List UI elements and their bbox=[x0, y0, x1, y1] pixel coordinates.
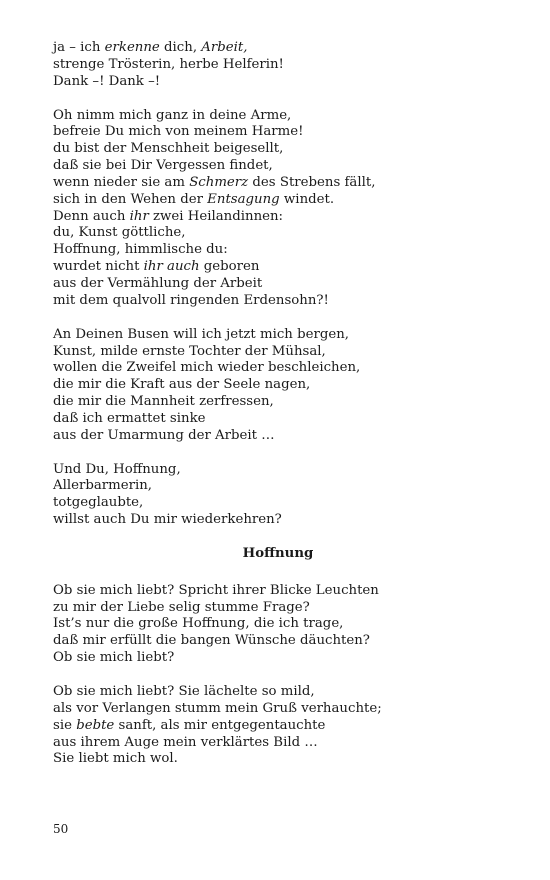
poem-continuation bbox=[53, 40, 503, 529]
verse-line bbox=[53, 633, 503, 650]
text-segment: dich, bbox=[159, 40, 202, 55]
verse-line bbox=[53, 40, 503, 57]
emphasized-text: ihr bbox=[129, 208, 149, 224]
emphasized-text: erkenne bbox=[104, 40, 160, 55]
verse-line bbox=[53, 293, 503, 310]
page-number: 50 bbox=[53, 822, 69, 836]
emphasized-text: Schmerz bbox=[189, 174, 249, 190]
text-segment: wollen die Zweifel mich wieder beschleichen, bbox=[53, 360, 361, 376]
verse-line bbox=[53, 124, 503, 141]
text-segment: Sie liebt mich wol. bbox=[53, 751, 178, 767]
verse-line bbox=[53, 512, 503, 529]
text-segment: Ob sie mich liebt? Spricht ihrer Blicke Leuchten bbox=[53, 582, 379, 598]
poem-hoffnung bbox=[53, 583, 503, 768]
verse-line bbox=[53, 735, 503, 752]
text-segment: ja – ich bbox=[53, 40, 105, 55]
verse-line bbox=[53, 141, 503, 158]
stanza bbox=[53, 40, 503, 91]
emphasized-text: bebte bbox=[76, 717, 115, 733]
verse-line bbox=[53, 751, 503, 768]
verse-line bbox=[53, 276, 503, 293]
text-segment: du, Kunst göttliche, bbox=[53, 225, 186, 241]
verse-line bbox=[53, 718, 503, 735]
text-segment: Dank –! Dank –! bbox=[53, 73, 161, 89]
text-segment: wenn nieder sie am bbox=[53, 174, 190, 190]
verse-line bbox=[53, 616, 503, 633]
text-segment: totgeglaubte, bbox=[53, 495, 144, 511]
text-segment: Und Du, Hoffnung, bbox=[53, 461, 181, 477]
text-segment: daß mir erfüllt die bangen Wünsche däuchten? bbox=[53, 633, 370, 649]
text-segment: die mir die Mannheit zerfressen, bbox=[53, 394, 274, 410]
verse-line bbox=[53, 225, 503, 242]
verse-line bbox=[53, 583, 503, 600]
text-segment: windet. bbox=[279, 191, 335, 207]
verse-line bbox=[53, 394, 503, 411]
text-segment: des Strebens fällt, bbox=[248, 174, 376, 190]
text-segment: wurdet nicht bbox=[53, 259, 144, 275]
text-segment: aus ihrem Auge mein verklärtes Bild … bbox=[53, 734, 318, 750]
emphasized-text: ihr auch bbox=[143, 259, 200, 275]
verse-line bbox=[53, 175, 503, 192]
verse-line bbox=[53, 192, 503, 209]
verse-line bbox=[53, 428, 503, 445]
stanza bbox=[53, 327, 503, 445]
text-segment: Kunst, milde ernste Tochter der Mühsal, bbox=[53, 343, 326, 359]
verse-line bbox=[53, 242, 503, 259]
verse-line bbox=[53, 74, 503, 91]
text-segment: Hoffnung, himmlische du: bbox=[53, 242, 228, 258]
verse-line bbox=[53, 259, 503, 276]
verse-line bbox=[53, 701, 503, 718]
text-segment: als vor Verlangen stumm mein Gruß verhauchte; bbox=[53, 700, 382, 716]
verse-line bbox=[53, 360, 503, 377]
verse-line bbox=[53, 344, 503, 361]
text-segment: sie bbox=[53, 717, 77, 733]
text-segment: sich in den Wehen der bbox=[53, 191, 208, 207]
verse-line bbox=[53, 411, 503, 428]
text-segment: die mir die Kraft aus der Seele nagen, bbox=[53, 377, 311, 393]
text-segment: aus der Vermählung der Arbeit bbox=[53, 275, 263, 291]
text-segment: mit dem qualvoll ringenden Erdensohn?! bbox=[53, 292, 329, 308]
verse-line bbox=[53, 462, 503, 479]
verse-line bbox=[53, 327, 503, 344]
text-segment: An Deinen Busen will ich jetzt mich bergen, bbox=[53, 326, 349, 342]
stanza bbox=[53, 108, 503, 310]
verse-line bbox=[53, 650, 503, 667]
text-segment: Oh nimm mich ganz in deine Arme, bbox=[53, 107, 292, 123]
stanza bbox=[53, 462, 503, 529]
verse-line bbox=[53, 600, 503, 617]
text-segment: Allerbarmerin, bbox=[53, 478, 153, 494]
text-segment: Denn auch bbox=[53, 208, 130, 224]
poem-title: Hoffnung bbox=[242, 545, 314, 561]
page-body bbox=[53, 40, 503, 785]
text-segment: befreie Du mich von meinem Harme! bbox=[53, 124, 304, 140]
text-segment: zu mir der Liebe selig stumme Frage? bbox=[53, 599, 310, 615]
verse-line bbox=[53, 57, 503, 74]
text-segment: daß ich ermattet sinke bbox=[53, 410, 206, 426]
text-segment: sanft, als mir entgegentauchte bbox=[114, 717, 326, 733]
text-segment: Ob sie mich liebt? Sie lächelte so mild, bbox=[53, 684, 315, 699]
text-segment: willst auch Du mir wiederkehren? bbox=[53, 512, 282, 528]
text-segment: daß sie bei Dir Vergessen findet, bbox=[53, 158, 273, 174]
verse-line bbox=[53, 377, 503, 394]
emphasized-text: Entsagung bbox=[207, 191, 280, 207]
stanza bbox=[53, 583, 503, 667]
emphasized-text: Arbeit, bbox=[201, 40, 248, 55]
text-segment: zwei Heilandinnen: bbox=[148, 208, 284, 224]
verse-line bbox=[53, 108, 503, 125]
text-segment: du bist der Menschheit beigesellt, bbox=[53, 141, 284, 157]
verse-line bbox=[53, 478, 503, 495]
verse-line bbox=[53, 209, 503, 226]
text-segment: geboren bbox=[199, 259, 260, 275]
stanza bbox=[53, 684, 503, 768]
text-segment: aus der Umarmung der Arbeit … bbox=[53, 427, 275, 443]
verse-line bbox=[53, 684, 503, 701]
verse-line bbox=[53, 495, 503, 512]
text-segment: Ist’s nur die große Hoffnung, die ich trage, bbox=[53, 616, 344, 632]
text-segment: Ob sie mich liebt? bbox=[53, 650, 175, 666]
verse-line bbox=[53, 158, 503, 175]
text-segment: strenge Trösterin, herbe Helferin! bbox=[53, 56, 284, 72]
